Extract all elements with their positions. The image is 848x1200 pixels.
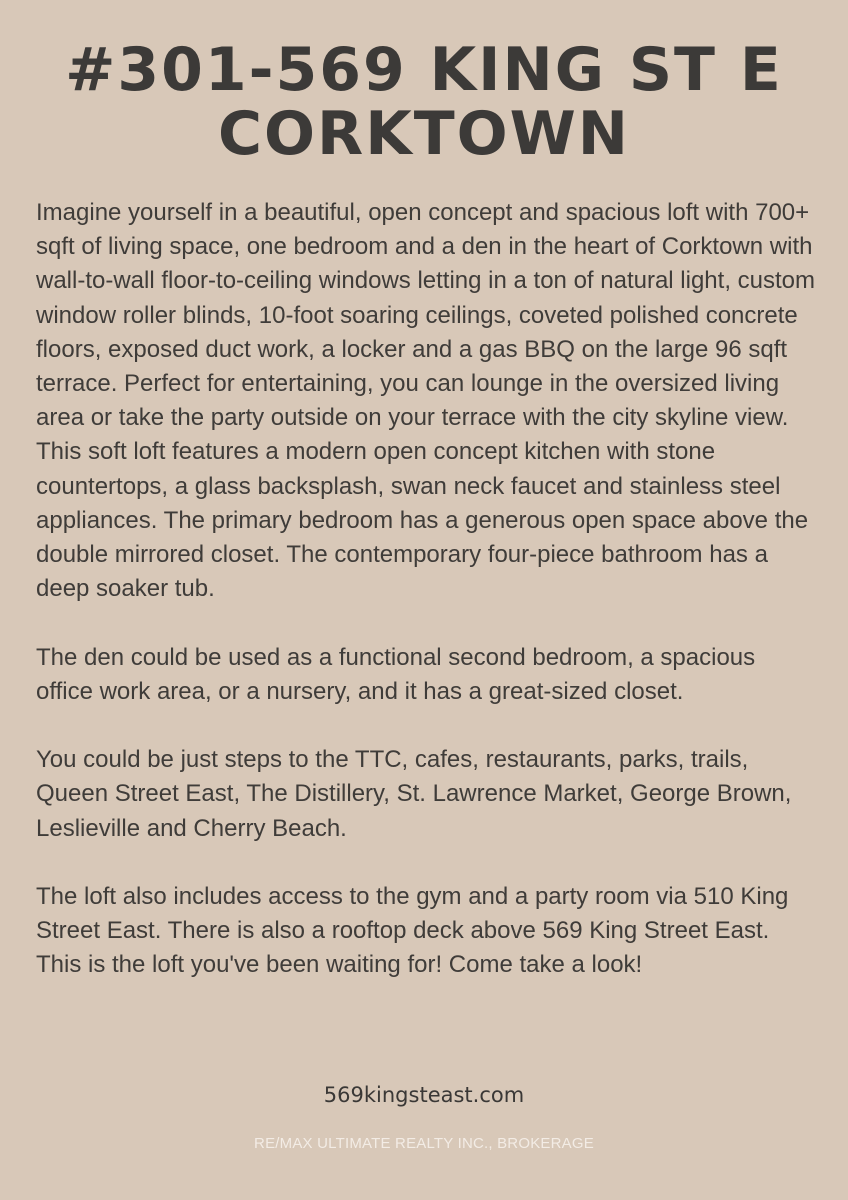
title-address: #301-569 KING ST E — [65, 35, 783, 105]
title-neighbourhood: CORKTOWN — [217, 99, 631, 169]
paragraph-kitchen: This soft loft features a modern open concept kitchen with stone countertops, a glass backsplash, swan neck faucet and stainless steel appliances. The primary bedroom has a generous open space above the double mirrored closet. The contemporary four-piece bathroom has a deep soaker tub. — [36, 438, 809, 603]
paragraph-intro: Imagine yourself in a beautiful, open concept and spacious loft with 700+ sqft of living space, one bedroom and a den in the heart of Corktown with wall-to-wall floor-to-ceiling windows letting in a ton of natural light, custom window roller blinds, 10-foot soaring ceilings, coveted polished concrete floors, exposed duct work, a locker and a gas BBQ on the large 96 sqft terrace. Perfect for entertaining, you can lounge in the oversized living area or take the party outside on your terrace with the city skyline view. — [36, 199, 816, 432]
page-title — [0, 35, 848, 169]
website-link[interactable]: 569kingsteast.com — [323, 1083, 525, 1107]
description — [36, 196, 816, 983]
brokerage-watermark: RE/MAX ULTIMATE REALTY INC., BROKERAGE — [254, 1135, 594, 1152]
paragraph-location: You could be just steps to the TTC, cafes, restaurants, parks, trails, Queen Street East, The Distillery, St. Lawrence Market, George Brown, Leslieville and Cherry Beach. — [36, 746, 792, 842]
paragraph-amenities: The loft also includes access to the gym and a party room via 510 King Street East. There is also a rooftop deck above 569 King Street East. This is the loft you've been waiting for! Come take a look! — [36, 883, 789, 979]
paragraph-den: The den could be used as a functional second bedroom, a spacious office work area, or a nursery, and it has a great-sized closet. — [36, 643, 756, 705]
